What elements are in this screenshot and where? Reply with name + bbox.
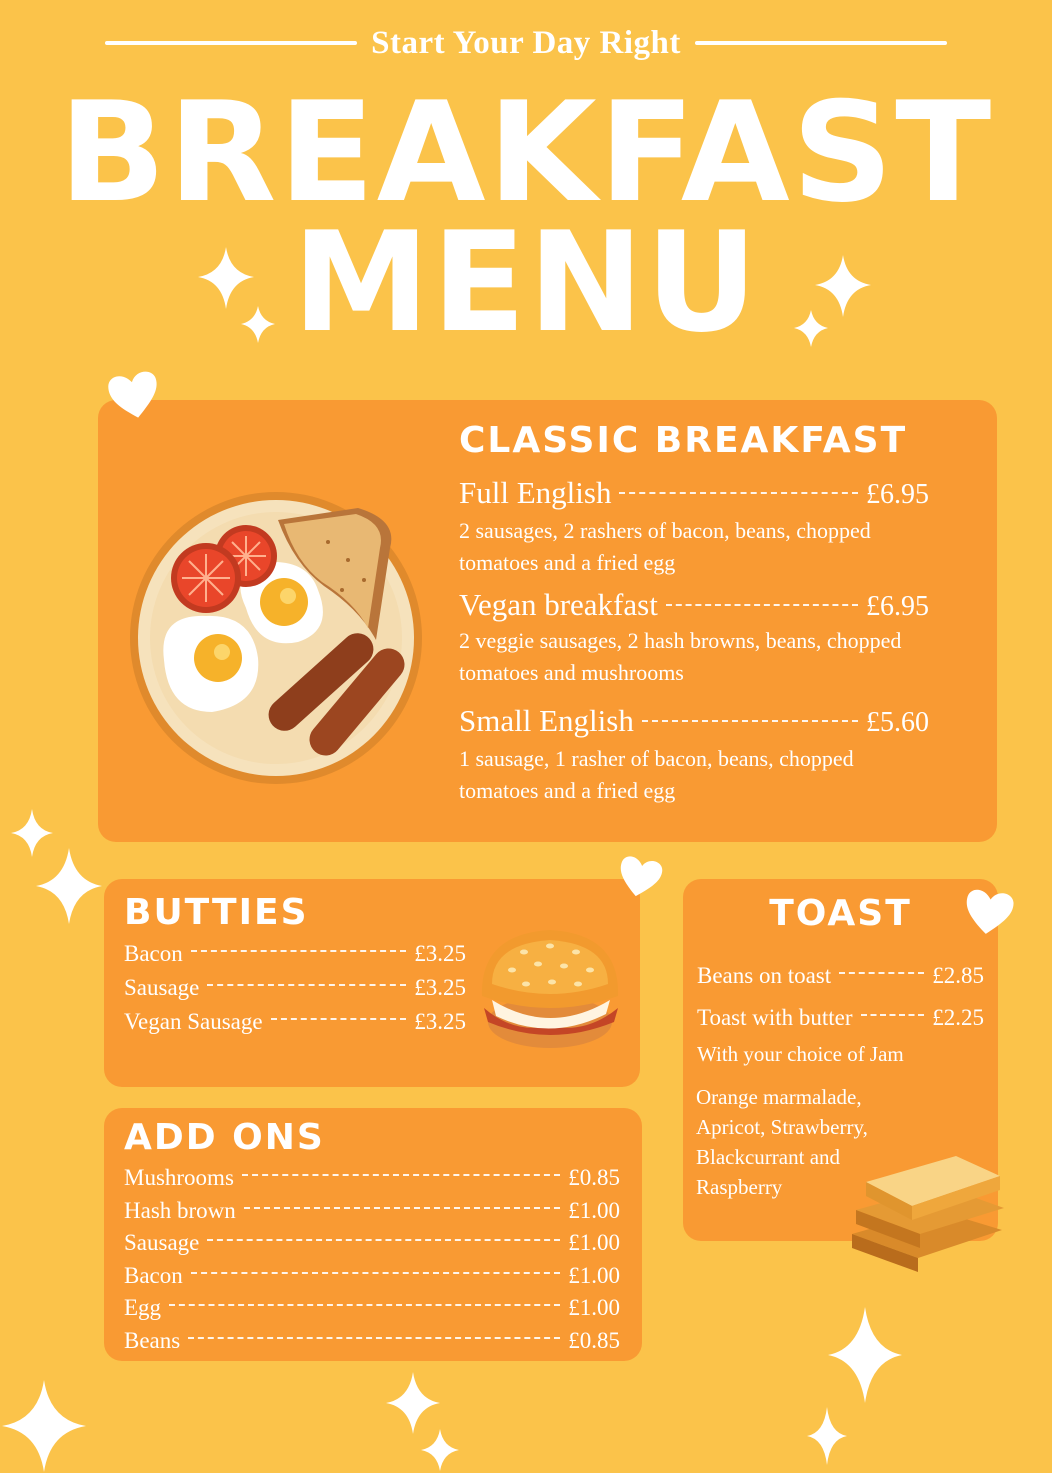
butties-section <box>124 892 466 1039</box>
leader-dots <box>271 1018 407 1020</box>
item-name: Beans <box>124 1327 181 1353</box>
menu-item-beans <box>124 1325 620 1358</box>
item-price: £1.00 <box>568 1262 620 1288</box>
leader-dots <box>642 720 858 722</box>
item-name: Sausage <box>124 975 200 1000</box>
menu-title-line1: BREAKFAST <box>58 72 994 233</box>
tagline-line-right <box>695 41 947 45</box>
menu-item-full-english <box>459 475 929 511</box>
item-price: £6.95 <box>866 479 929 510</box>
sparkle-icon <box>793 308 829 348</box>
sparkle-icon <box>805 1405 849 1467</box>
sparkle-icon <box>384 1370 442 1436</box>
breakfast-plate-icon <box>128 490 428 790</box>
burger-icon <box>474 924 626 1054</box>
menu-item-beans-on-toast <box>697 955 984 997</box>
item-name: Toast with butter <box>697 1005 853 1030</box>
leader-dots <box>169 1304 560 1306</box>
item-price: £6.95 <box>866 591 929 622</box>
jam-option: Orange marmalade, <box>696 1085 862 1109</box>
leader-dots <box>244 1207 560 1209</box>
item-name: Small English <box>459 703 634 738</box>
item-name: Egg <box>124 1295 162 1320</box>
leader-dots <box>619 492 858 494</box>
menu-item-vegan-sausage-butty <box>124 1005 466 1039</box>
addons-section <box>124 1117 620 1357</box>
jam-options <box>696 1082 896 1202</box>
butties-title: BUTTIES <box>124 892 309 933</box>
toast-title: TOAST <box>769 893 912 934</box>
menu-item-mushrooms <box>124 1162 620 1195</box>
menu-item-vegan-breakfast <box>459 587 929 623</box>
jam-option: Blackcurrant and <box>696 1145 841 1169</box>
item-name: Bacon <box>124 941 183 966</box>
tagline-line-left <box>105 41 357 45</box>
item-price: £3.25 <box>414 941 466 966</box>
item-description: 2 sausages, 2 rashers of bacon, beans, chopped tomatoes and a fried egg <box>459 518 871 575</box>
menu-item-small-english <box>459 703 929 739</box>
tagline-row <box>105 18 947 68</box>
leader-dots <box>207 1239 560 1241</box>
menu-item-toast-with-butter <box>697 997 984 1039</box>
item-name: Vegan breakfast <box>459 587 658 622</box>
item-price: £1.00 <box>568 1230 620 1255</box>
sparkle-icon <box>196 244 256 310</box>
item-name: Sausage <box>124 1230 200 1255</box>
jam-option: Apricot, Strawberry, <box>696 1115 868 1139</box>
item-description: 2 veggie sausages, 2 hash browns, beans, chopped tomatoes and mushrooms <box>459 628 902 685</box>
leader-dots <box>207 984 406 986</box>
item-name: Mushrooms <box>124 1165 234 1190</box>
sparkle-icon <box>420 1428 460 1473</box>
item-name: Hash brown <box>124 1197 236 1223</box>
item-price: £3.25 <box>414 1009 466 1034</box>
heart-icon <box>616 852 664 900</box>
heart-icon <box>106 366 162 422</box>
item-price: £0.85 <box>568 1165 620 1190</box>
leader-dots <box>839 972 924 974</box>
menu-item-bacon-butty <box>124 937 466 971</box>
item-price: £3.25 <box>414 975 466 1000</box>
item-price: £1.00 <box>568 1295 620 1320</box>
item-price: £2.85 <box>932 963 984 988</box>
leader-dots <box>191 950 406 952</box>
item-price: £2.25 <box>932 1005 984 1030</box>
toast-section <box>697 955 984 1069</box>
leader-dots <box>188 1337 560 1339</box>
menu-item-sausage-butty <box>124 971 466 1005</box>
jam-note: With your choice of Jam <box>697 1042 904 1066</box>
addons-title: ADD ONS <box>124 1117 325 1158</box>
menu-item-bacon <box>124 1260 620 1293</box>
leader-dots <box>191 1272 560 1274</box>
item-name: Full English <box>459 475 612 510</box>
item-name: Bacon <box>124 1262 183 1288</box>
item-price: £1.00 <box>568 1197 620 1223</box>
sparkle-icon <box>0 1378 88 1473</box>
item-name: Vegan Sausage <box>124 1009 263 1034</box>
menu-item-sausage <box>124 1227 620 1260</box>
classic-breakfast-title: CLASSIC BREAKFAST <box>459 420 908 461</box>
classic-breakfast-section <box>459 420 929 807</box>
sparkle-icon <box>34 846 104 926</box>
item-name: Beans on toast <box>697 963 832 988</box>
leader-dots <box>666 604 858 606</box>
leader-dots <box>242 1174 560 1176</box>
menu-title-line2: MENU <box>292 202 760 363</box>
sparkle-icon <box>826 1305 904 1405</box>
tagline: Start Your Day Right <box>371 24 681 61</box>
menu-item-hash-brown <box>124 1195 620 1228</box>
item-description: 1 sausage, 1 rasher of bacon, beans, chopped tomatoes and a fried egg <box>459 746 854 803</box>
sparkle-icon <box>240 304 276 344</box>
menu-item-egg <box>124 1292 620 1325</box>
jam-option: Raspberry <box>696 1175 783 1199</box>
item-price: £0.85 <box>568 1327 620 1353</box>
leader-dots <box>861 1014 925 1016</box>
item-price: £5.60 <box>866 707 929 738</box>
